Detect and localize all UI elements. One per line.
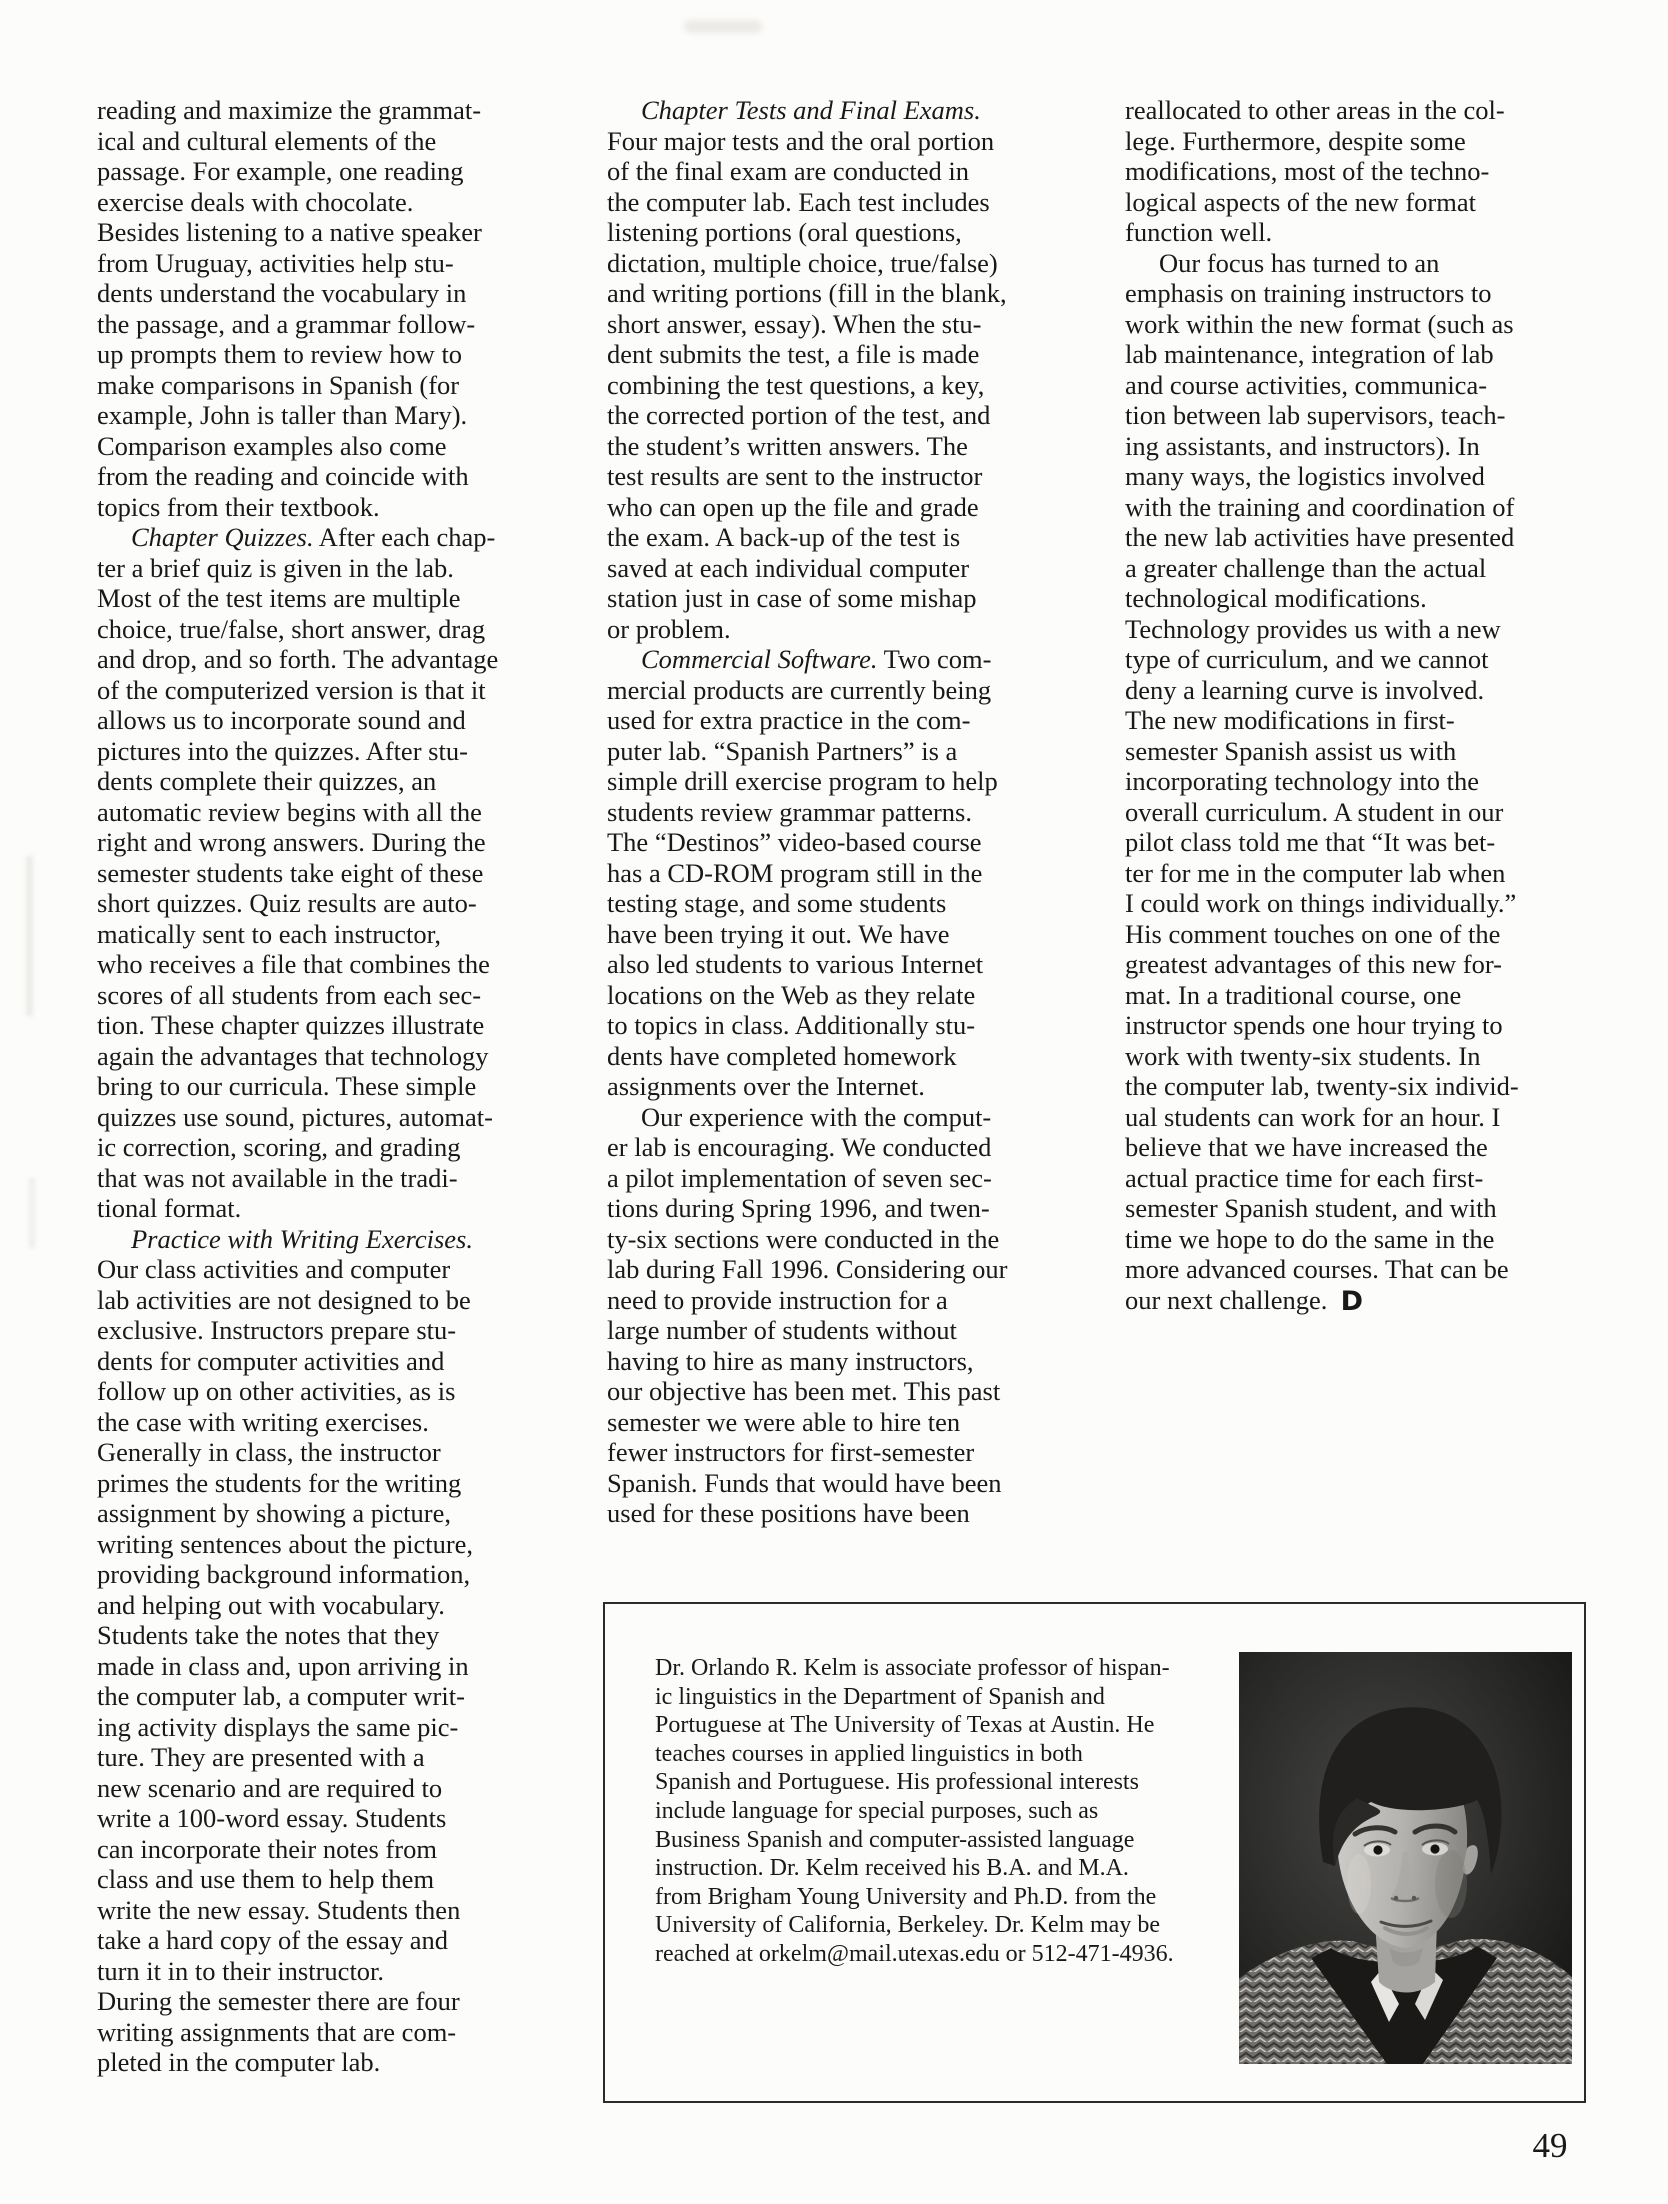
text-line: reached at orkelm@mail.utexas.edu or 512-471-4936. <box>655 1940 1174 1967</box>
text-line: also led students to various Internet <box>607 949 984 979</box>
text-line: I could work on things individually.” <box>1125 888 1517 918</box>
text-line: include language for special purposes, such as <box>655 1797 1099 1824</box>
text-line: pictures into the quizzes. After stu- <box>97 735 468 766</box>
text-line: mat. In a traditional course, one <box>1125 979 1462 1010</box>
text-line: the computer lab. Each test includes <box>607 186 990 217</box>
text-line: semester Spanish student, and with <box>1125 1193 1497 1223</box>
text-line: Our experience with the comput- <box>641 1101 992 1132</box>
article-column-3 <box>1125 95 1615 1315</box>
text-line: right and wrong answers. During the <box>97 827 486 857</box>
text-line: Our class activities and computer <box>97 1254 451 1284</box>
text-line: write a 100-word essay. Students <box>97 1803 447 1833</box>
text-line: During the semester there are four <box>97 1986 460 2016</box>
text-line: The “Destinos” video-based course <box>607 827 982 857</box>
text-line: topics from their textbook. <box>97 491 380 522</box>
text-line: semester Spanish assist us with <box>1125 735 1457 766</box>
text-line: take a hard copy of the essay and <box>97 1925 448 1955</box>
text-line: made in class and, upon arriving in <box>97 1650 469 1681</box>
text-line: actual practice time for each first- <box>1125 1162 1484 1193</box>
text-line: the computer lab, a computer writ- <box>97 1681 465 1711</box>
text-line: er lab is encouraging. We conducted <box>607 1132 992 1162</box>
text-line: exclusive. Instructors prepare stu- <box>97 1315 457 1345</box>
text-line: ture. They are presented with a <box>97 1742 425 1772</box>
text-line: with the training and coordination of <box>1125 491 1515 522</box>
text-line: a greater challenge than the actual <box>1125 552 1487 583</box>
text-line: Comparison examples also come <box>97 430 447 461</box>
text-line: assignment by showing a picture, <box>97 1498 452 1528</box>
text-line: need to provide instruction for a <box>607 1284 948 1315</box>
text-line: ter for me in the computer lab when <box>1125 857 1506 888</box>
text-line: and helping out with vocabulary. <box>97 1589 445 1620</box>
text-line: used for extra practice in the com- <box>607 705 971 735</box>
text-line: Students take the notes that they <box>97 1620 440 1650</box>
article-column-2 <box>607 95 1085 1529</box>
text-line: teaches courses in applied linguistics in both <box>655 1740 1083 1767</box>
text-line: Dr. Orlando R. Kelm is associate professor of hispan- <box>655 1655 1170 1681</box>
text-line: Commercial Software. Two com- <box>641 644 992 674</box>
text-line: exercise deals with chocolate. <box>97 186 414 217</box>
text-line: the exam. A back-up of the test is <box>607 522 961 552</box>
text-line: turn it in to their instructor. <box>97 1955 385 1986</box>
scan-smudge <box>684 20 762 33</box>
text-line: short answer, essay). When the stu- <box>607 308 982 339</box>
text-line: the passage, and a grammar follow- <box>97 308 476 339</box>
text-line: believe that we have increased the <box>1125 1132 1488 1162</box>
text-line: matically sent to each instructor, <box>97 918 442 949</box>
text-line: quizzes use sound, pictures, automat- <box>97 1101 493 1132</box>
text-line: ty-six sections were conducted in the <box>607 1223 1000 1254</box>
text-line: short quizzes. Quiz results are auto- <box>97 888 477 918</box>
text-line: the corrected portion of the test, and <box>607 400 991 430</box>
text-line: to topics in class. Additionally stu- <box>607 1010 976 1040</box>
text-line: students review grammar patterns. <box>607 796 972 827</box>
text-line: Business Spanish and computer-assisted language <box>655 1826 1135 1853</box>
text-line: or problem. <box>607 613 731 644</box>
text-line: pleted in the computer lab. <box>97 2047 381 2077</box>
text-line: instruction. Dr. Kelm received his B.A. and M.A. <box>655 1855 1129 1882</box>
text-line: dictation, multiple choice, true/false) <box>607 247 998 278</box>
author-photo <box>1239 1652 1572 2064</box>
text-line: tion. These chapter quizzes illustrate <box>97 1010 485 1040</box>
text-line: Spanish. Funds that would have been <box>607 1467 1002 1498</box>
text-line: lab activities are not designed to be <box>97 1284 471 1315</box>
text-line: technological modifications. <box>1125 583 1427 613</box>
text-line: reallocated to other areas in the col- <box>1125 95 1505 125</box>
text-line: Most of the test items are multiple <box>97 583 461 613</box>
text-line: automatic review begins with all the <box>97 796 482 827</box>
text-line: and course activities, communica- <box>1125 369 1488 400</box>
text-line: and writing portions (fill in the blank, <box>607 278 1007 308</box>
text-line: modifications, most of the techno- <box>1125 156 1490 186</box>
text-line: combining the test questions, a key, <box>607 369 985 400</box>
text-line: ing assistants, and instructors). In <box>1125 430 1480 461</box>
text-line: large number of students without <box>607 1315 957 1345</box>
text-line: that was not available in the tradi- <box>97 1162 458 1193</box>
text-line: listening portions (oral questions, <box>607 217 962 247</box>
text-line: our objective has been met. This past <box>607 1376 1001 1406</box>
text-line: of the final exam are conducted in <box>607 156 970 186</box>
text-line: the student’s written answers. The <box>607 430 968 461</box>
scan-smudge <box>29 1178 35 1248</box>
text-line: many ways, the logistics involved <box>1125 461 1485 491</box>
text-line: logical aspects of the new format <box>1125 186 1476 217</box>
text-line: our next challenge. D <box>1125 1284 1364 1317</box>
text-line: make comparisons in Spanish (for <box>97 369 460 400</box>
text-line: have been trying it out. We have <box>607 918 950 949</box>
text-line: Four major tests and the oral portion <box>607 125 995 156</box>
text-line: tional format. <box>97 1193 242 1223</box>
text-line: lege. Furthermore, despite some <box>1125 125 1466 156</box>
text-line: Spanish and Portuguese. His professional interests <box>655 1769 1139 1796</box>
text-line: dents have completed homework <box>607 1040 957 1071</box>
text-line: reading and maximize the grammat- <box>97 95 482 125</box>
text-line: time we hope to do the same in the <box>1125 1223 1495 1254</box>
text-line: dents complete their quizzes, an <box>97 766 437 796</box>
text-line: ual students can work for an hour. I <box>1125 1101 1501 1132</box>
text-line: more advanced courses. That can be <box>1125 1254 1509 1284</box>
text-line: saved at each individual computer <box>607 552 970 583</box>
text-line: testing stage, and some students <box>607 888 947 918</box>
text-line: the computer lab, twenty-six individ- <box>1125 1071 1519 1101</box>
text-line: lab maintenance, integration of lab <box>1125 339 1494 369</box>
text-line: The new modifications in first- <box>1125 705 1455 735</box>
text-line: function well. <box>1125 217 1273 247</box>
text-line: Chapter Tests and Final Exams. <box>641 95 981 125</box>
text-line: up prompts them to review how to <box>97 339 463 369</box>
text-line: has a CD-ROM program still in the <box>607 857 983 888</box>
text-line: can incorporate their notes from <box>97 1833 437 1864</box>
text-line: type of curriculum, and we cannot <box>1125 644 1489 674</box>
text-line: write the new essay. Students then <box>97 1894 461 1925</box>
text-line: assignments over the Internet. <box>607 1071 925 1101</box>
text-line: the case with writing exercises. <box>97 1406 429 1437</box>
portrait-illustration <box>1239 1652 1572 2064</box>
text-line: semester students take eight of these <box>97 857 484 888</box>
author-bio-box <box>603 1602 1586 2103</box>
text-line: who can open up the file and grade <box>607 491 979 522</box>
text-line: writing sentences about the picture, <box>97 1528 474 1559</box>
text-line: ter a brief quiz is given in the lab. <box>97 552 454 583</box>
text-line: His comment touches on one of the <box>1125 918 1501 949</box>
text-line: tion between lab supervisors, teach- <box>1125 400 1506 430</box>
text-line: semester we were able to hire ten <box>607 1406 961 1437</box>
text-line: tions during Spring 1996, and twen- <box>607 1193 990 1223</box>
text-line: emphasis on training instructors to <box>1125 278 1492 308</box>
text-line: greatest advantages of this new for- <box>1125 949 1502 979</box>
text-line: lab during Fall 1996. Considering our <box>607 1254 1008 1284</box>
text-line: used for these positions have been <box>607 1498 970 1528</box>
text-line: a pilot implementation of seven sec- <box>607 1162 992 1193</box>
text-line: dent submits the test, a file is made <box>607 339 980 369</box>
text-line: puter lab. “Spanish Partners” is a <box>607 735 958 766</box>
text-line: pilot class told me that “It was bet- <box>1125 827 1496 857</box>
text-line: work within the new format (such as <box>1125 308 1514 339</box>
text-line: Chapter Quizzes. After each chap- <box>131 522 496 552</box>
text-line: and drop, and so forth. The advantage <box>97 644 499 674</box>
text-line: follow up on other activities, as is <box>97 1376 456 1406</box>
text-line: of the computerized version is that it <box>97 674 486 705</box>
text-line: station just in case of some mishap <box>607 583 977 613</box>
text-line: deny a learning curve is involved. <box>1125 674 1485 705</box>
text-line: University of California, Berkeley. Dr. Kelm may be <box>655 1912 1160 1939</box>
text-line: passage. For example, one reading <box>97 156 464 186</box>
text-line: new scenario and are required to <box>97 1772 443 1803</box>
text-line: dents for computer activities and <box>97 1345 445 1376</box>
text-line: example, John is taller than Mary). <box>97 400 468 430</box>
text-line: Technology provides us with a new <box>1125 613 1501 644</box>
text-line: primes the students for the writing <box>97 1467 462 1498</box>
text-line: Practice with Writing Exercises. <box>131 1223 473 1254</box>
text-line: incorporating technology into the <box>1125 766 1479 796</box>
text-line: again the advantages that technology <box>97 1040 489 1071</box>
text-line: writing assignments that are com- <box>97 2016 457 2047</box>
text-line: choice, true/false, short answer, drag <box>97 613 486 644</box>
text-line: instructor spends one hour trying to <box>1125 1010 1503 1040</box>
text-line: Portuguese at The University of Texas at Austin. He <box>655 1712 1155 1739</box>
text-line: Generally in class, the instructor <box>97 1437 441 1467</box>
text-line: from Brigham Young University and Ph.D. from the <box>655 1883 1157 1910</box>
author-bio-text <box>655 1654 1215 1969</box>
text-line: test results are sent to the instructor <box>607 461 983 491</box>
text-line: work with twenty-six students. In <box>1125 1040 1481 1071</box>
text-line: ic correction, scoring, and grading <box>97 1132 461 1162</box>
text-line: class and use them to help them <box>97 1864 435 1894</box>
text-line: simple drill exercise program to help <box>607 766 998 796</box>
text-line: ic linguistics in the Department of Spanish and <box>655 1683 1105 1710</box>
text-line: who receives a file that combines the <box>97 949 490 979</box>
text-line: dents understand the vocabulary in <box>97 278 467 308</box>
text-line: scores of all students from each sec- <box>97 979 482 1010</box>
scan-smudge <box>26 856 33 1016</box>
text-line: ical and cultural elements of the <box>97 125 437 156</box>
text-line: locations on the Web as they relate <box>607 979 976 1010</box>
text-line: from Uruguay, activities help stu- <box>97 247 454 278</box>
text-line: Our focus has turned to an <box>1159 247 1440 278</box>
text-line: Besides listening to a native speaker <box>97 217 482 247</box>
text-line: bring to our curricula. These simple <box>97 1071 477 1101</box>
article-column-1 <box>97 95 575 2078</box>
text-line: fewer instructors for first-semester <box>607 1437 975 1467</box>
text-line: providing background information, <box>97 1559 471 1589</box>
text-line: ing activity displays the same pic- <box>97 1711 459 1742</box>
end-of-article-mark: D <box>1340 1285 1364 1317</box>
text-line: overall curriculum. A student in our <box>1125 796 1504 827</box>
text-line: allows us to incorporate sound and <box>97 705 466 735</box>
text-line: from the reading and coincide with <box>97 461 469 491</box>
text-line: the new lab activities have presented <box>1125 522 1515 552</box>
page-number: 49 <box>1532 2126 1568 2165</box>
text-line: having to hire as many instructors, <box>607 1345 974 1376</box>
text-line: mercial products are currently being <box>607 674 992 705</box>
